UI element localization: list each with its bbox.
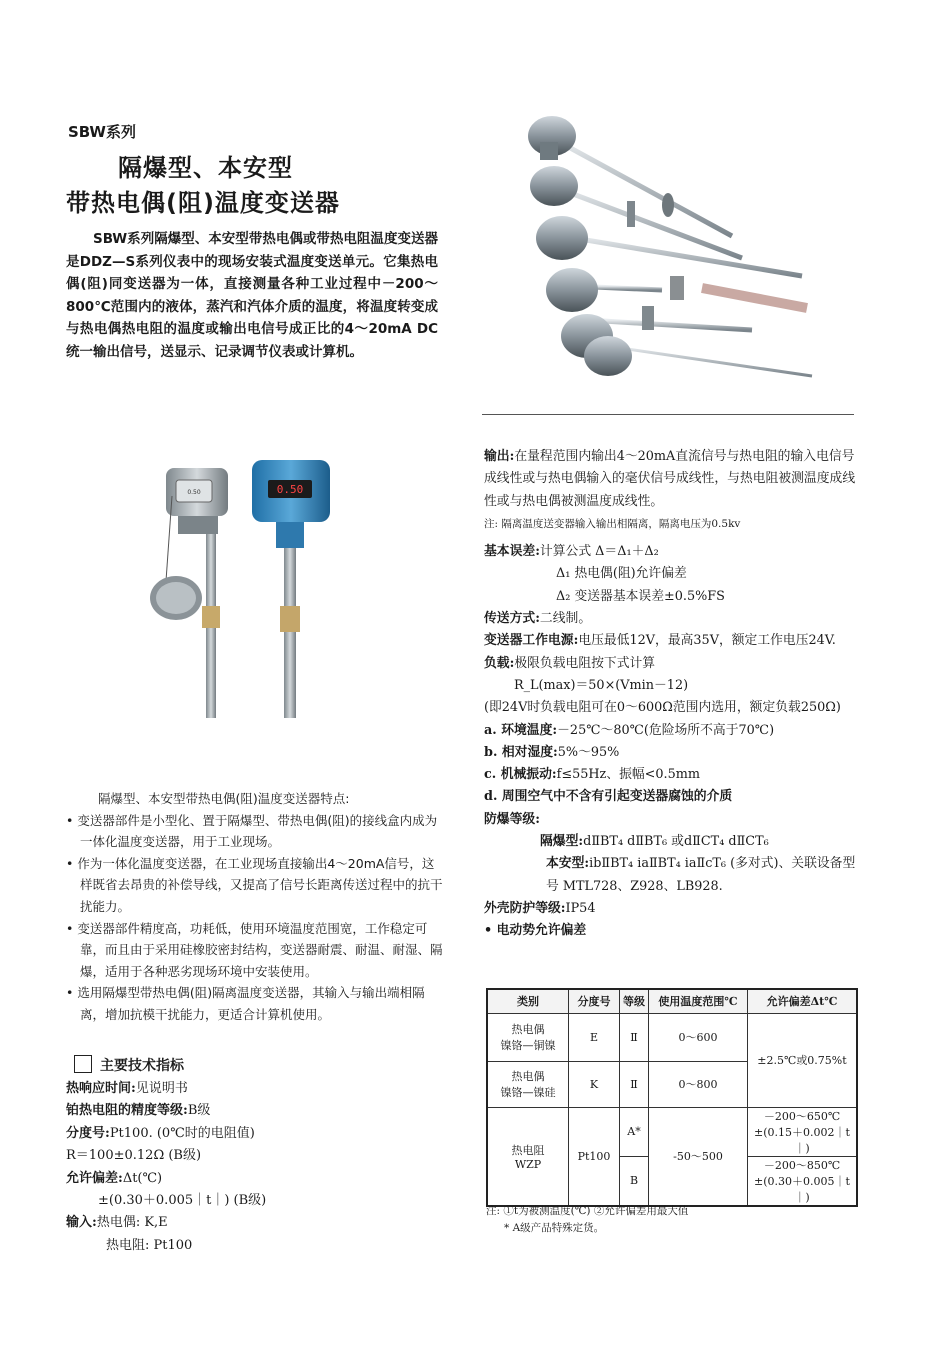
table-cell <box>487 1013 569 1061</box>
power-value: 电压最低12V，最高35V，额定工作电压24V. <box>578 633 836 649</box>
env-c-value: f≤55Hz、振幅<0.5mm <box>556 767 701 783</box>
feature-item: • 变送器部件精度高，功耗低，使用环境温度范围宽，工作稳定可靠，而且由于采用硅橡胶密封结构，变送器耐震、耐温、耐湿、隔爆，适用于各种恶劣现场环境中安装使用。 <box>66 920 443 979</box>
intro-paragraph: SBW系列隔爆型、本安型带热电偶或带热电阻温度变送器是DDZ—S系列仪表中的现场安装式温度变送单元。它集热电偶(阻)同变送器为一体，直接测量各种工业过程中－200～800℃范围内的液体，蒸汽和汽体介质的温度，将温度转变成与热电偶热电阻的温度或输出电信号成正比的4～20mA DC统一输出信号，送显示、记录调节仪表或计算机。 <box>66 231 438 360</box>
load-formula: R_L(max)＝50×(Vmin－12) <box>514 677 689 693</box>
note-2: * A级产品特殊定货。 <box>504 1222 605 1234</box>
load-note: (即24V时负载电阻可在0～600Ω范围内选用，额定负载250Ω) <box>484 700 841 716</box>
specs-left <box>66 1078 446 1257</box>
intrinsic-value: ibⅡBT₄ iaⅡBT₄ iaⅡcT₆ (多对式)、关联设备型号 MTL728、Z928、LB928. <box>546 856 856 894</box>
specs-title-text: 主要技术指标 <box>100 1058 184 1074</box>
env-a-value: －25℃～80℃(危险场所不高于70℃) <box>557 722 775 738</box>
cell-cat1: 热电偶 <box>511 1070 545 1083</box>
env-d: d. 周围空气中不含有引起变送器腐蚀的介质 <box>484 789 733 805</box>
page-title-line2: 带热电偶(阻)温度变送器 <box>66 189 340 217</box>
cell-b-tol: ±(0.30＋0.005｜t｜) <box>754 1174 850 1204</box>
cell-cat1: 热电阻 <box>511 1143 545 1157</box>
checkbox-icon <box>74 1055 92 1073</box>
table-cell <box>748 1156 858 1206</box>
table-header: 使用温度范围℃ <box>649 989 748 1013</box>
table-cell <box>487 1107 569 1206</box>
table-cell: Pt100 <box>569 1107 620 1206</box>
note-1: 注: ①t为被测温度(℃) ②允许偏差用最大值 <box>486 1205 689 1217</box>
table-cell: 0～600 <box>649 1013 748 1061</box>
cell-cat1: 热电偶 <box>511 1023 545 1036</box>
error-d1: Δ₁ 热电偶(阻)允许偏差 <box>556 566 687 582</box>
input-tc: 热电偶: K,E <box>96 1215 168 1231</box>
series-label: SBW系列 <box>68 123 136 141</box>
table-header: 等级 <box>620 989 649 1013</box>
cell-cat2: WZP <box>514 1157 542 1171</box>
cell-a-tol: ±(0.15＋0.002｜t｜) <box>754 1125 850 1155</box>
section-divider <box>482 414 854 415</box>
response-value: 见说明书 <box>135 1081 188 1096</box>
specs-right <box>484 446 856 943</box>
table-row <box>487 1107 857 1156</box>
deviation-value: Δt(℃) <box>122 1170 163 1186</box>
error-d2: Δ₂ 变送器基本误差±0.5%FS <box>556 588 725 604</box>
table-cell: 0～800 <box>649 1061 748 1107</box>
table-notes <box>486 1203 688 1237</box>
table-header: 允许偏差Δt℃ <box>748 989 858 1013</box>
table-cell: Ⅱ <box>620 1061 649 1107</box>
load-value: 极限负载电阻按下式计算 <box>514 655 656 671</box>
load-label: 负载: <box>484 655 515 671</box>
table-cell: K <box>569 1061 620 1107</box>
output-label: 输出: <box>484 449 515 464</box>
env-c-label: c. 机械振动: <box>484 767 557 783</box>
transmit-label: 传送方式: <box>484 611 540 627</box>
table-cell: E <box>569 1013 620 1061</box>
flameproof-value: dⅡBT₄ dⅡBT₆ 或dⅡCT₄ dⅡCT₆ <box>583 834 769 850</box>
tolerance-table <box>486 988 858 1207</box>
error-label: 基本误差: <box>484 544 540 560</box>
transmit-value: 二线制。 <box>539 611 592 627</box>
housing-value: IP54 <box>565 900 596 916</box>
output-text: 在量程范围内输出4～20mA直流信号与热电阻的输入电信号成线性或与热电偶输入的毫伏信号成线性，与热电阻被测温度成线性或与热电偶被测温度成线性。 <box>484 449 856 509</box>
feature-item: • 选用隔爆型带热电偶(阻)隔离温度变送器，其输入与输出端相隔离，增加抗模干扰能力，更适合计算机使用。 <box>66 985 425 1022</box>
page-title-line1: 隔爆型、本安型 <box>118 154 293 182</box>
feature-item: • 作为一体化温度变送器，在工业现场直接输出4～20mA信号，这样既省去昂贵的补偿导线，又提高了信号长距离传送过程中的抗干扰能力。 <box>66 855 443 914</box>
housing-label: 外壳防护等级: <box>484 900 566 916</box>
feature-item: • 变送器部件是小型化、置于隔爆型、带热电偶(阻)的接线盒内成为一体化温度变送器，用于工业现场。 <box>66 812 438 850</box>
product-group-photo <box>512 108 842 388</box>
input-rtd: 热电阻: Pt100 <box>106 1237 193 1253</box>
table-cell: A* <box>620 1107 649 1156</box>
display-badge: 0.50 <box>187 489 201 496</box>
table-cell: -50～500 <box>649 1107 748 1206</box>
cell-b-range: －200～850℃ <box>763 1158 841 1172</box>
env-a-label: a. 环境温度: <box>484 722 558 738</box>
table-row <box>487 1013 857 1061</box>
table-cell <box>748 1107 858 1156</box>
error-formula: 计算公式 Δ＝Δ₁＋Δ₂ <box>539 544 659 560</box>
flameproof-label: 隔爆型: <box>540 834 584 850</box>
specs-section-title <box>74 1055 184 1075</box>
response-label: 热响应时间: <box>66 1081 136 1096</box>
table-cell: ±2.5℃或0.75%t <box>748 1013 858 1107</box>
table-title: • 电动势允许偏差 <box>484 923 587 939</box>
deviation-label: 允许偏差: <box>66 1170 123 1186</box>
transmitter-photo <box>148 456 358 721</box>
cell-cat2: 镍铬—铜镍 <box>500 1039 556 1052</box>
input-label: 输入: <box>66 1215 97 1231</box>
env-b-value: 5%～95% <box>557 744 620 760</box>
led-display: 0.50 <box>276 483 304 496</box>
output-note: 注: 隔离温度送变器输入输出相隔离，隔离电压为0.5kv <box>484 517 741 530</box>
env-b-label: b. 相对湿度: <box>484 744 558 760</box>
index-value: Pt100. (0℃时的电阻值) <box>109 1125 255 1141</box>
table-header: 类别 <box>487 989 569 1013</box>
table-cell <box>487 1061 569 1107</box>
explosion-label: 防爆等级: <box>484 811 540 827</box>
intrinsic-label: 本安型: <box>546 856 590 872</box>
accuracy-label: 铂热电阻的精度等级: <box>66 1103 188 1119</box>
cell-a-range: －200～650℃ <box>763 1109 841 1123</box>
r-value: R＝100±0.12Ω (B级) <box>66 1148 202 1164</box>
table-cell: B <box>620 1156 649 1206</box>
table-header: 分度号 <box>569 989 620 1013</box>
table-cell: Ⅱ <box>620 1013 649 1061</box>
index-label: 分度号: <box>66 1125 110 1141</box>
deviation-formula: ±(0.30＋0.005｜t｜) (B级) <box>98 1193 267 1209</box>
features-section <box>66 788 444 1026</box>
features-heading: 隔爆型、本安型带热电偶(阻)温度变送器特点: <box>98 791 350 806</box>
cell-cat2: 镍铬—镍硅 <box>500 1086 556 1099</box>
accuracy-value: B级 <box>187 1103 211 1119</box>
power-label: 变送器工作电源: <box>484 633 579 649</box>
